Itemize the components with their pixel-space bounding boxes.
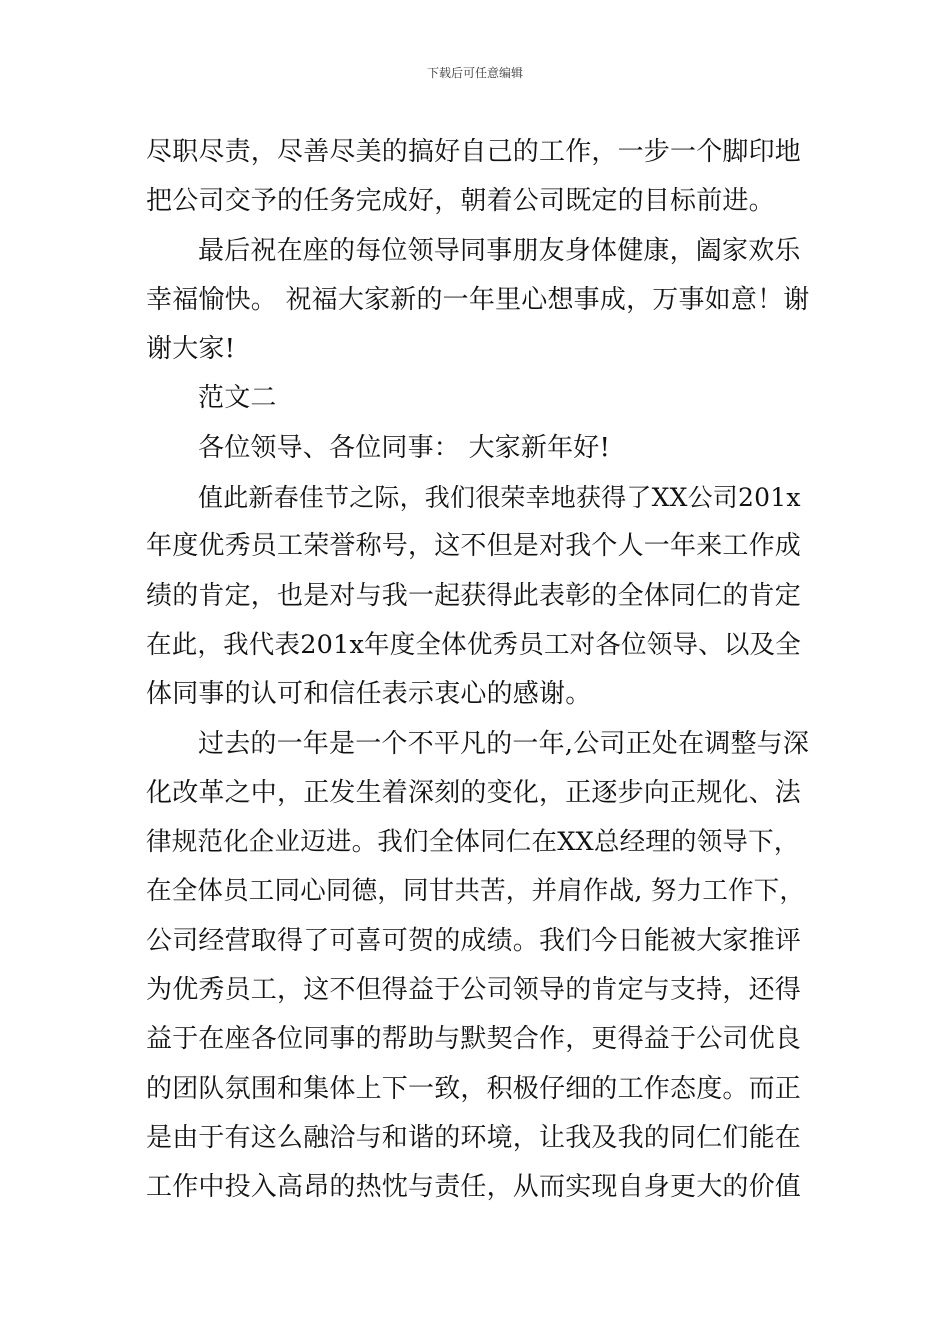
text-line: 在此，我代表201x年度全体优秀员工对各位领导、以及全 (146, 629, 801, 660)
text-line: 的团队氛围和集体上下一致，积极仔细的工作态度。而正 (146, 1073, 802, 1104)
text-line: 值此新春佳节之际，我们很荣幸地获得了XX公司201x (198, 483, 801, 513)
text-line: 范文二 (198, 383, 277, 414)
text-line: 过去的一年是一个不平凡的一年,公司正处在调整与深 (198, 728, 810, 759)
text-line: 绩的肯定，也是对与我一起获得此表彰的全体同仁的肯定 (146, 580, 802, 611)
text-line: 是由于有这么融洽与和谐的环境，让我及我的同仁们能在 (146, 1122, 802, 1153)
text-line: 公司经营取得了可喜可贺的成绩。我们今日能被大家推评 (146, 925, 802, 956)
page-header-note: 下载后可任意编辑 (426, 66, 523, 80)
document-body (146, 128, 810, 1213)
text-line: 各位领导、各位同事： 大家新年好! (198, 432, 611, 463)
text-line: 律规范化企业迈进。我们全体同仁在XX总经理的领导下， (146, 827, 800, 858)
text-line: 体同事的认可和信任表示衷心的感谢。 (146, 679, 592, 710)
text-line: 为优秀员工，这不但得益于公司领导的肯定与支持，还得 (146, 975, 802, 1006)
text-line: 益于在座各位同事的帮助与默契合作，更得益于公司优良 (146, 1024, 802, 1055)
text-line: 工作中投入高昂的热忱与责任，从而实现自身更大的价值 (146, 1172, 802, 1203)
text-line: 在全体员工同心同德，同甘共苦，并肩作战, 努力工作下， (146, 876, 806, 907)
text-line: 尽职尽责，尽善尽美的搞好自己的工作，一步一个脚印地 (146, 137, 802, 167)
text-line: 年度优秀员工荣誉称号，这不但是对我个人一年来工作成 (146, 531, 802, 562)
text-line: 谢大家! (146, 334, 236, 365)
text-line: 化改革之中，正发生着深刻的变化，正逐步向正规化、法 (146, 777, 802, 808)
text-line: 最后祝在座的每位领导同事朋友身体健康，阖家欢乐 (198, 235, 801, 266)
text-line: 把公司交予的任务完成好，朝着公司既定的目标前进。 (146, 186, 775, 217)
text-line: 幸福愉快。 祝福大家新的一年里心想事成，万事如意！谢 (146, 284, 810, 315)
